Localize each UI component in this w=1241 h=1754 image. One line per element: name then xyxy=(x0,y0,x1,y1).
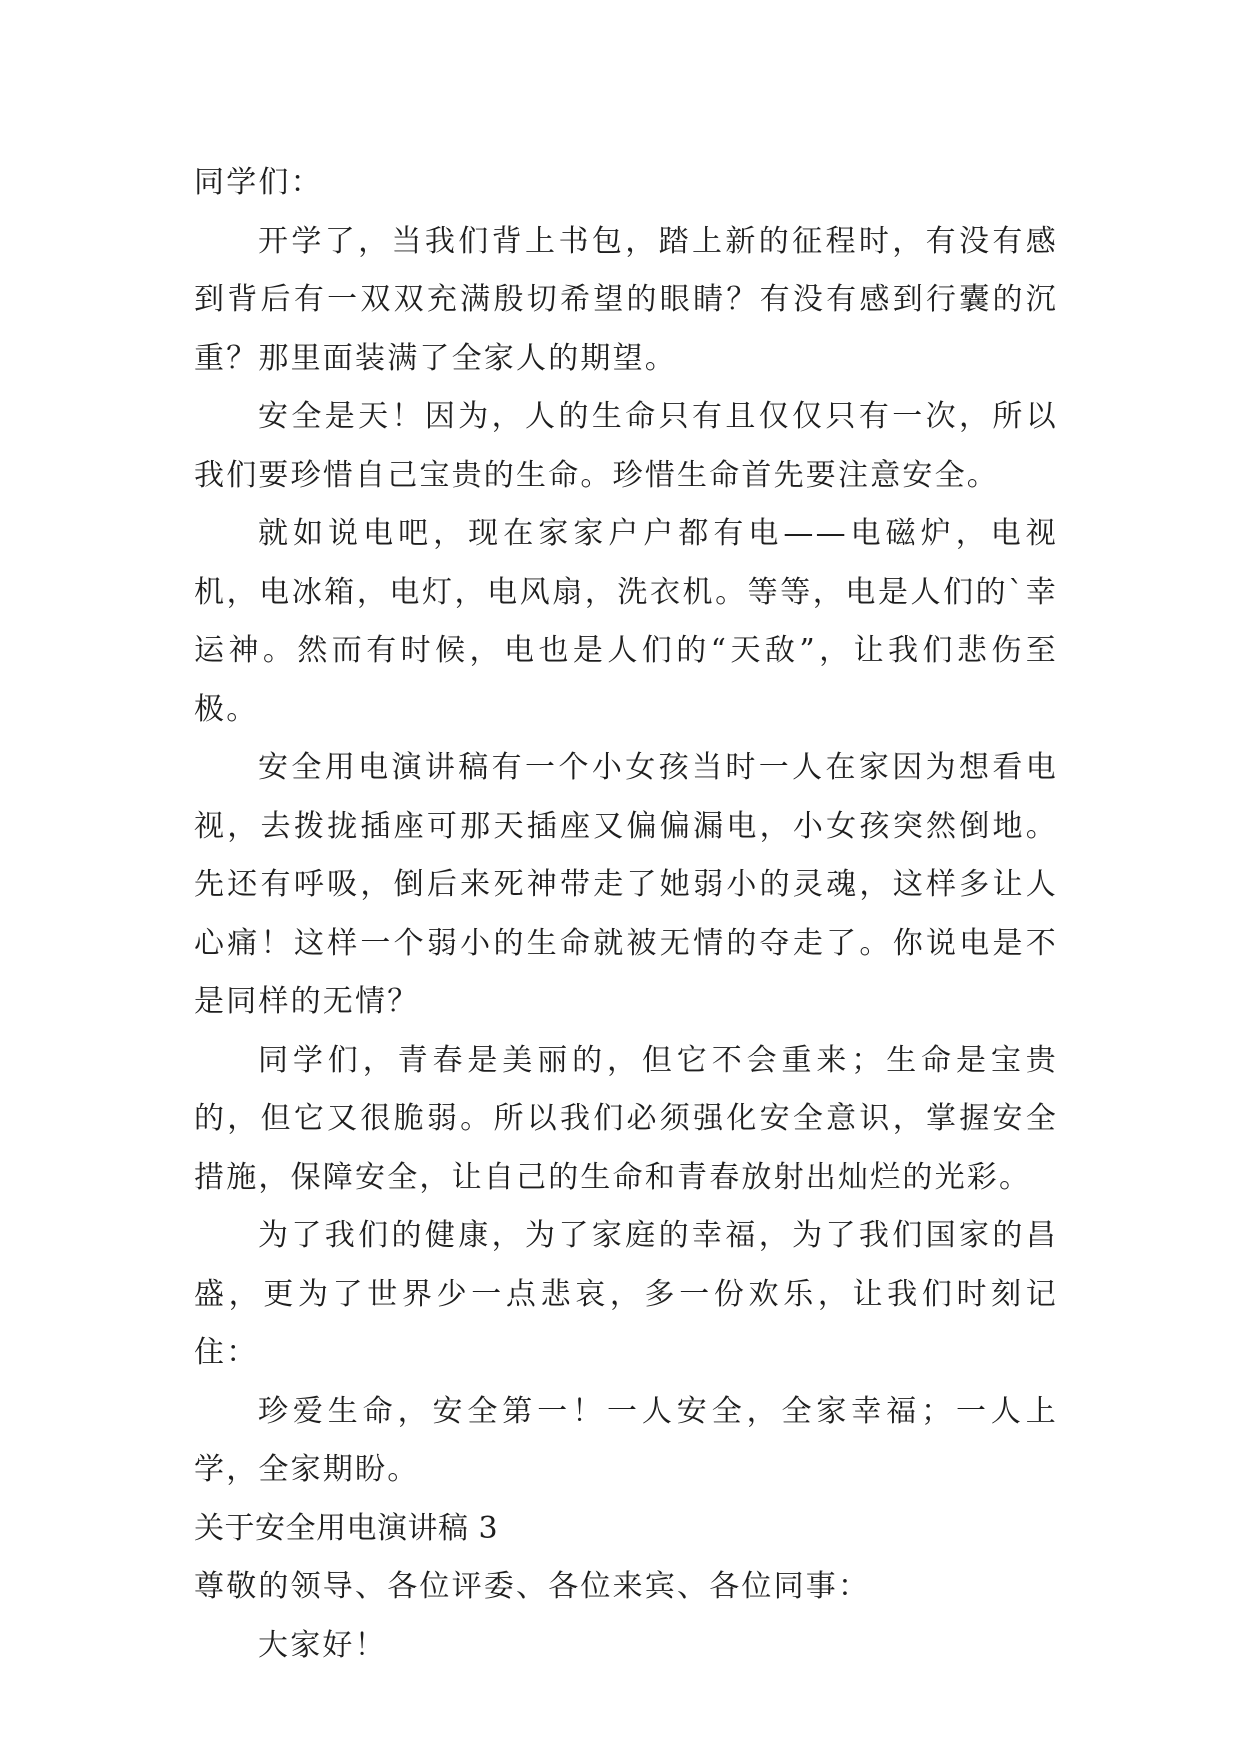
paragraph: 为了我们的健康，为了家庭的幸福，为了我们国家的昌盛，更为了世界少一点悲哀，多一份欢乐，让我们时刻记住： xyxy=(194,1218,1058,1370)
salutation: 尊敬的领导、各位评委、各位来宾、各位同事： xyxy=(194,1569,871,1604)
paragraph: 就如说电吧，现在家家户户都有电——电磁炉，电视机，电冰箱，电灯，电风扇，洗衣机。等等，电是人们的`幸运神。然而有时候，电也是人们的“天敌”，让我们悲伤至极。 xyxy=(194,516,1058,727)
opening-line: 大家好！ xyxy=(258,1627,387,1663)
paragraph: 安全用电演讲稿有一个小女孩当时一人在家因为想看电视，去拨拢插座可那天插座又偏偏漏电，小女孩突然倒地。先还有呼吸，倒后来死神带走了她弱小的灵魂，这样多让人心痛！这样一个弱小的生命就被无情的夺走了。你说电是不是同样的无情？ xyxy=(194,750,1058,1019)
paragraph: 开学了，当我们背上书包，踏上新的征程时，有没有感到背后有一双双充满殷切希望的眼睛？有没有感到行囊的沉重？那里面装满了全家人的期望。 xyxy=(194,223,1058,376)
paragraph: 同学们，青春是美丽的，但它不会重来；生命是宝贵的，但它又很脆弱。所以我们必须强化安全意识，掌握安全措施，保障安全，让自己的生命和青春放射出灿烂的光彩。 xyxy=(194,1042,1058,1195)
document-body xyxy=(194,154,1058,1675)
paragraph: 安全是天！因为，人的生命只有且仅仅只有一次，所以我们要珍惜自己宝贵的生命。珍惜生命首先要注意安全。 xyxy=(194,399,1058,493)
paragraph: 珍爱生命，安全第一！一人安全，全家幸福；一人上学，全家期盼。 xyxy=(194,1393,1058,1487)
section-heading: 关于安全用电演讲稿 3 xyxy=(194,1510,499,1546)
greeting: 同学们： xyxy=(194,165,323,200)
